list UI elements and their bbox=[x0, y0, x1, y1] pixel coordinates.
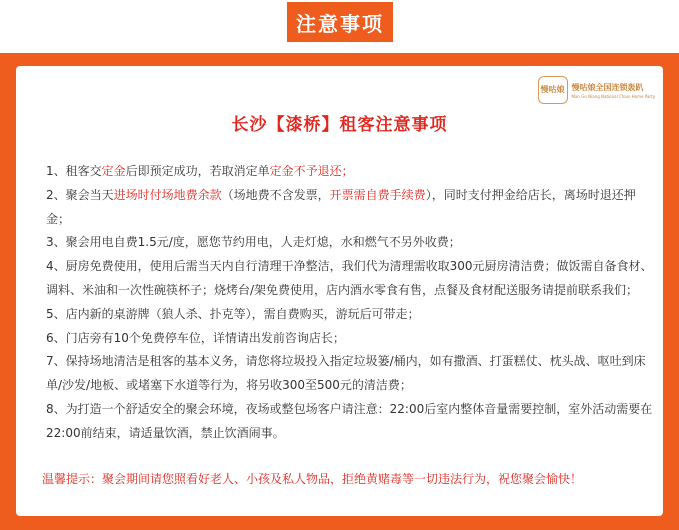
notice-item bbox=[46, 398, 656, 446]
brand-logo bbox=[538, 76, 656, 104]
notice-card bbox=[16, 66, 663, 516]
item-text: （场地费不含发票， bbox=[221, 187, 330, 202]
item-text: 后即预定成功，若取消定单 bbox=[125, 164, 270, 178]
brand-logo-chinese: 慢咕娘全国连锁轰趴 bbox=[571, 82, 644, 92]
header-tab bbox=[287, 2, 393, 42]
item-text: 4、厨房免费使用，使用后需当天内自行清理干净整洁，我们代为清理需收取300元厨房清洁费；做饭需自备食材、调料、米油和一次性碗筷杯子；烧烤台/架免费使用，店内酒水零食有售，点餐及食材配送服务请提前联系我们； bbox=[46, 259, 653, 297]
document-title: 长沙【漆桥】租客注意事项 bbox=[231, 115, 448, 135]
header-tab-title: 注意事项 bbox=[296, 11, 384, 36]
notice-items-list bbox=[46, 160, 656, 446]
footer-warm-tip: 温馨提示：聚会期间请您照看好老人、小孩及私人物品，拒绝黄赌毒等一切违法行为，祝您聚会愉快！ bbox=[42, 472, 583, 486]
notice-item bbox=[46, 184, 656, 232]
notice-item bbox=[46, 350, 656, 398]
brand-logo-text bbox=[572, 82, 656, 99]
brand-logo-mark: 慢咕娘 bbox=[538, 76, 568, 104]
item-text: 8、为打造一个舒适安全的聚会环境，夜场或整包场客户请注意：22:00后室内整体音量需要控制，室外活动需要在22:00前结束，请适量饮酒，禁止饮酒闹事。 bbox=[46, 401, 653, 440]
item-text: 3、聚会用电自费1.5元/度，愿您节约用电，人走灯熄，水和燃气不另外收费； bbox=[46, 235, 461, 250]
notice-item bbox=[46, 231, 656, 255]
notice-item bbox=[46, 160, 656, 184]
highlighted-text: 定金 bbox=[101, 164, 126, 178]
item-text: 6、门店旁有10个免费停车位，详情请出发前咨询店长； bbox=[46, 330, 345, 345]
notice-item bbox=[46, 327, 656, 351]
item-text: 5、店内新的桌游牌（狼人杀、扑克等），需自费购买，游玩后可带走； bbox=[46, 306, 420, 321]
notice-item bbox=[46, 303, 656, 327]
highlighted-text: 开票需自费手续费 bbox=[329, 187, 426, 202]
item-text: 1、租客交 bbox=[46, 164, 102, 178]
notice-item bbox=[46, 255, 656, 303]
item-text: ），同时支付押金给店长，离场时退还押金； bbox=[46, 187, 636, 226]
highlighted-text: 定金不予退还； bbox=[269, 164, 354, 178]
item-text: 7、保持场地清洁是租客的基本义务，请您将垃圾投入指定垃圾篓/桶内，如有撒酒、打蛋糕仗、枕头战、呕吐到床单/沙发/地板、或堵塞下水道等行为，将另收300至500元的清洁费； bbox=[46, 354, 646, 393]
highlighted-text: 进场时付场地费余款 bbox=[113, 187, 222, 202]
brand-logo-english: Man Gu Niang National Chain Home Party bbox=[571, 93, 655, 99]
item-text: 2、聚会当天 bbox=[46, 187, 114, 202]
